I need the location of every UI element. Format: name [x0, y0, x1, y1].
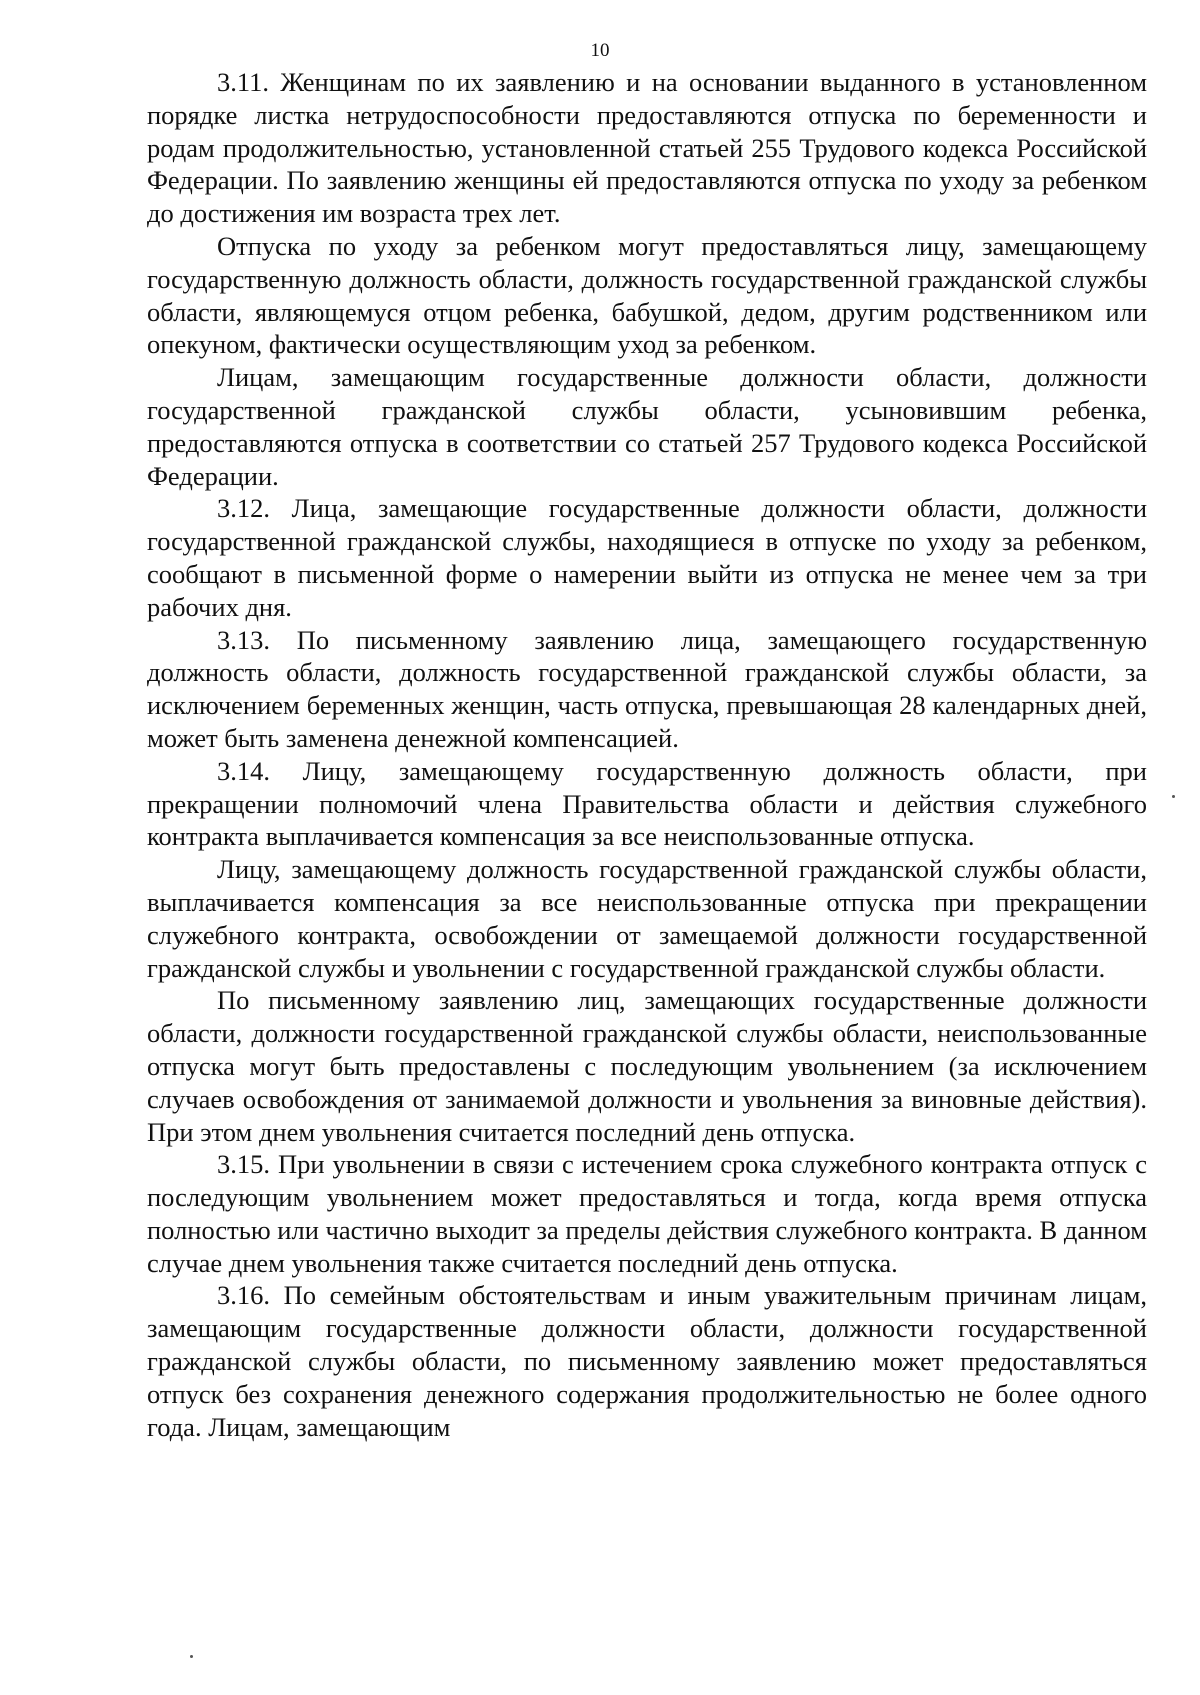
page-number: 10 [590, 40, 610, 61]
paragraph-leave-with-dismissal: По письменному заявлению лиц, замещающих государственные должности области, должности государственной гражданской службы области, неиспользованные отпуска могут быть предоставлены с последующим увольнением (за исключением случаев освобождения от занимаемой должности и увольнения за виновные действия). При этом днем увольнения считается последний день отпуска. [147, 985, 1147, 1147]
paragraph-childcare-leave-relatives: Отпуска по уходу за ребенком могут предоставляться лицу, замещающему государственную должность области, должность государственной гражданской службы области, являющемуся отцом ребенка, бабушкой, дедом, другим родственником или опекуном, фактически осуществляющим уход за ребенком. [147, 230, 1147, 360]
paragraph-3-14: 3.14. Лицу, замещающему государственную должность области, при прекращении полномочий члена Правительства области и действия служебного контракта выплачивается компенсация за все неиспользованные отпуска. [147, 755, 1147, 852]
paragraph-3-15: 3.15. При увольнении в связи с истечением срока служебного контракта отпуск с последующим увольнением может предоставляться и тогда, когда время отпуска полностью или частично выходит за пределы действия служебного контракта. В данном случае днем увольнения также считается последний день отпуска. [147, 1149, 1147, 1278]
paragraph-3-13: 3.13. По письменному заявлению лица, замещающего государственную должность области, должность государственной гражданской службы области, за исключением беременных женщин, часть отпуска, превышающая 28 календарных дней, может быть заменена денежной компенсацией. [147, 624, 1147, 753]
paragraph-3-12: 3.12. Лица, замещающие государственные должности области, должности государственной гражданской службы, находящиеся в отпуске по уходу за ребенком, сообщают в письменной форме о намерении выйти из отпуска не менее чем за три рабочих дня. [147, 493, 1147, 622]
scan-speck [1172, 795, 1175, 798]
paragraph-3-11: 3.11. Женщинам по их заявлению и на основании выданного в установленном порядке листка нетрудоспособности предоставляются отпуска по беременности и родам продолжительностью, установленной статьей 255 Трудового кодекса Российской Федерации. По заявлению женщины ей предоставляются отпуска по уходу за ребенком до достижения им возраста трех лет. [147, 67, 1147, 229]
paragraph-compensation-civil-service: Лицу, замещающему должность государственной гражданской службы области, выплачивается компенсация за все неиспользованные отпуска при прекращении служебного контракта, освобождении от замещаемой должности государственной гражданской службы и увольнении с государственной гражданской службы области. [147, 854, 1147, 983]
paragraph-3-16: 3.16. По семейным обстоятельствам и иным уважительным причинам лицам, замещающим государственные должности области, должности государственной гражданской службы области, по письменному заявлению может предоставляться отпуск без сохранения денежного содержания продолжительностью не более одного года. Лицам, замещающим [147, 1280, 1147, 1442]
paragraph-adoption-leave: Лицам, замещающим государственные должности области, должности государственной гражданской службы области, усыновившим ребенка, предоставляются отпуска в соответствии со статьей 257 Трудового кодекса Российской Федерации. [147, 362, 1147, 491]
scan-speck [190, 1655, 193, 1658]
document-body [147, 66, 1147, 1443]
